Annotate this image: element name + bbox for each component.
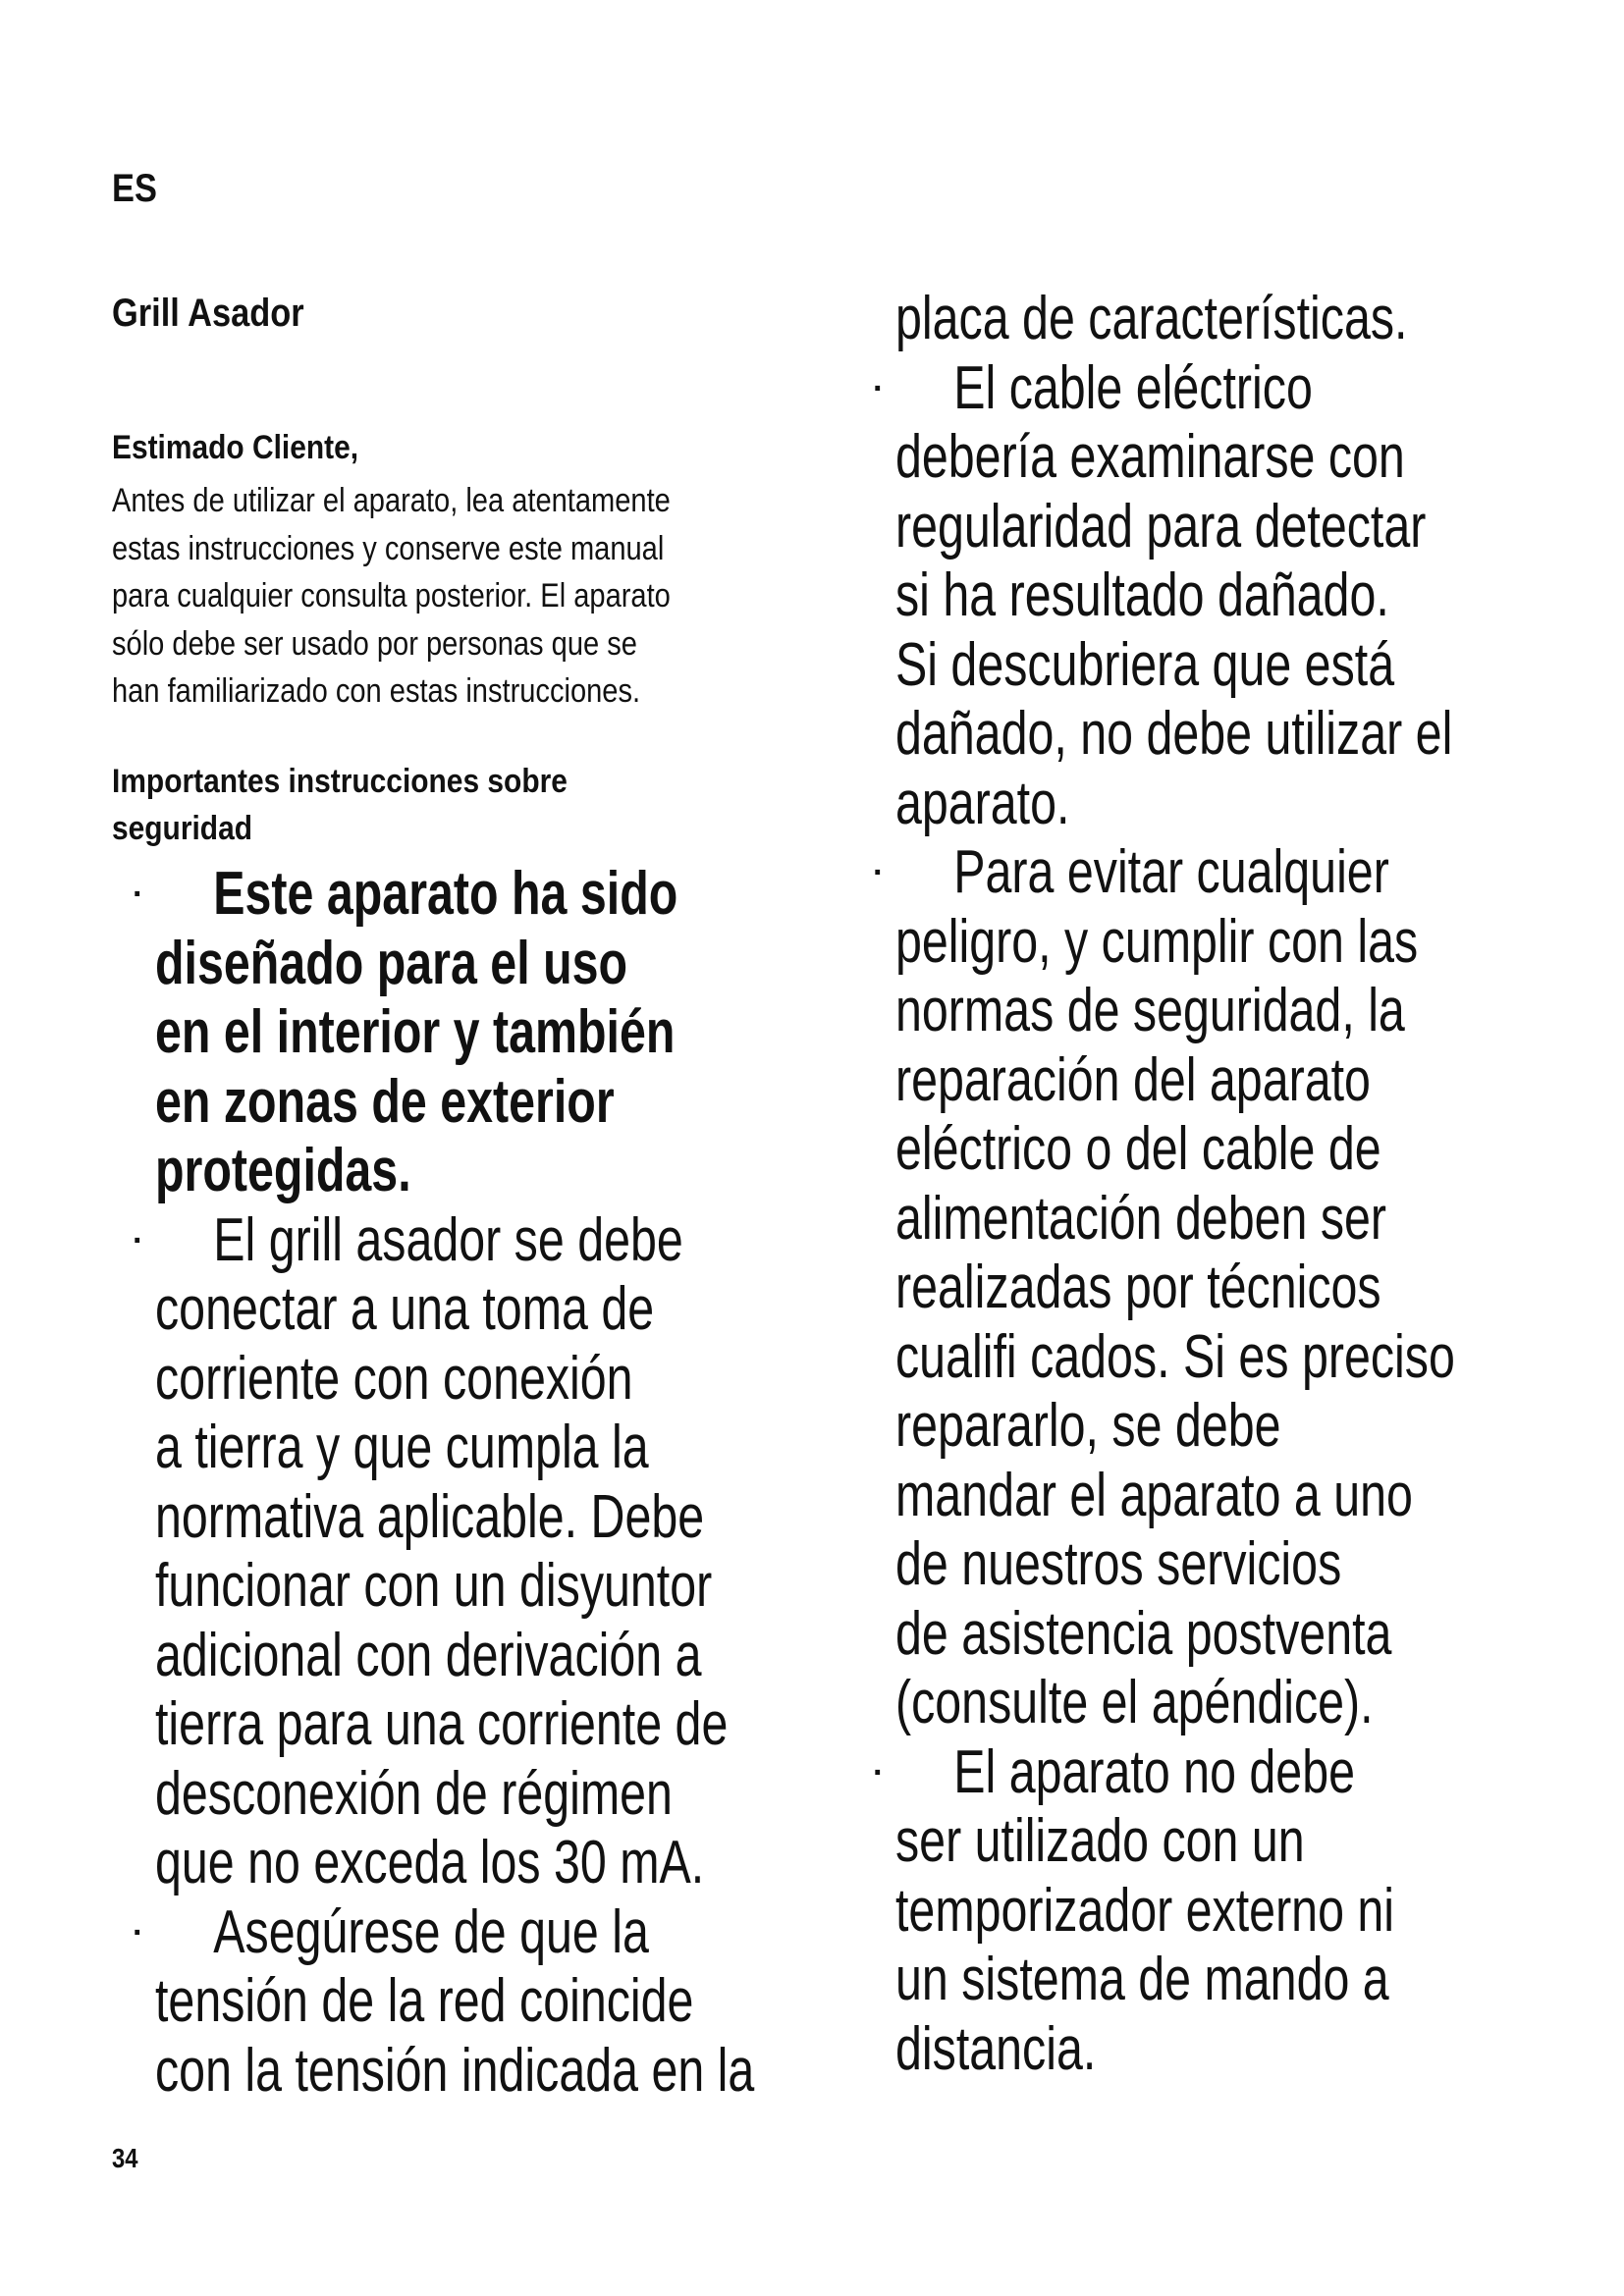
safety-heading-line: seguridad bbox=[112, 810, 252, 847]
item-line: mandar el aparato a uno bbox=[895, 1461, 1413, 1529]
item-line: El cable eléctrico bbox=[953, 353, 1313, 422]
item-line: reparación del aparato bbox=[895, 1045, 1371, 1114]
safety-list-left bbox=[133, 860, 862, 2106]
bullet-icon: · bbox=[873, 369, 885, 407]
item-line: a tierra y que cumpla la bbox=[155, 1414, 649, 1481]
item-line: eléctrico o del cable de bbox=[895, 1115, 1381, 1183]
safety-list-right bbox=[873, 285, 1583, 2084]
item-line: El grill asador se debe bbox=[213, 1205, 683, 1274]
item-line: protegidas. bbox=[155, 1137, 411, 1204]
intro-line: estas instrucciones y conserve este manual bbox=[112, 529, 665, 567]
item-line: alimentación deben ser bbox=[895, 1184, 1387, 1253]
item-line: un sistema de mando a bbox=[895, 1946, 1389, 2013]
item-line: de nuestros servicios bbox=[895, 1530, 1342, 1598]
item-line: Este aparato ha sido bbox=[213, 860, 678, 928]
item-line: debería examinarse con bbox=[895, 423, 1405, 491]
item-line: adicional con derivación a bbox=[155, 1621, 702, 1689]
intro-line: para cualquier consulta posterior. El aparato bbox=[112, 577, 671, 614]
item-line: temporizador externo ni bbox=[895, 1876, 1395, 1945]
safety-item-repairs bbox=[873, 838, 1583, 1738]
item-line: Si descubriera que está bbox=[895, 630, 1395, 699]
item-line: cualifi cados. Si es preciso bbox=[895, 1322, 1455, 1391]
item-line: funcionar con un disyuntor bbox=[155, 1552, 713, 1620]
item-line: Asegúrese de que la bbox=[213, 1897, 649, 1966]
safety-heading bbox=[112, 758, 568, 852]
item-line: El aparato no debe bbox=[953, 1737, 1355, 1806]
safety-item-voltage-continued bbox=[895, 285, 1583, 354]
item-line: que no exceda los 30 mA. bbox=[155, 1829, 705, 1896]
item-line: de asistencia postventa bbox=[895, 1599, 1392, 1668]
document-title: Grill Asador bbox=[112, 292, 304, 335]
item-line: en el interior y también bbox=[155, 998, 676, 1066]
item-line: peligro, y cumplir con las bbox=[895, 907, 1419, 976]
intro-line: sólo debe ser usado por personas que se bbox=[112, 624, 637, 663]
item-line: Para evitar cualquier bbox=[953, 838, 1389, 906]
item-line: diseñado para el uso bbox=[155, 929, 628, 997]
bullet-icon: · bbox=[873, 854, 885, 891]
bullet-icon: · bbox=[133, 1221, 144, 1259]
item-line: realizadas por técnicos bbox=[895, 1254, 1381, 1321]
safety-item-grounding bbox=[133, 1205, 862, 1898]
bullet-icon: · bbox=[873, 1753, 885, 1791]
intro-line: Antes de utilizar el aparato, lea atentamente bbox=[112, 482, 671, 519]
item-line: distancia. bbox=[895, 2014, 1097, 2083]
item-line: tierra para una corriente de bbox=[155, 1690, 729, 1758]
item-line: dañado, no debe utilizar el bbox=[895, 700, 1453, 768]
safety-heading-line: Importantes instrucciones sobre bbox=[112, 763, 568, 800]
item-line: normas de seguridad, la bbox=[895, 977, 1405, 1044]
item-line: conectar a una toma de bbox=[155, 1275, 655, 1343]
safety-item-timer bbox=[873, 1737, 1583, 2085]
safety-item-cable-check bbox=[873, 353, 1583, 839]
item-line: repararlo, se debe bbox=[895, 1392, 1281, 1460]
item-line: ser utilizado con un bbox=[895, 1807, 1305, 1875]
bullet-icon: · bbox=[133, 1913, 144, 1951]
continuation-line: placa de características. bbox=[895, 285, 1408, 352]
item-line: aparato. bbox=[895, 769, 1070, 837]
greeting: Estimado Cliente, bbox=[112, 429, 359, 466]
item-line: regularidad para detectar bbox=[895, 492, 1427, 561]
item-line: si ha resultado dañado. bbox=[895, 561, 1389, 629]
bullet-icon: · bbox=[133, 876, 144, 913]
intro-line: han familiarizado con estas instrucciones. bbox=[112, 672, 641, 710]
safety-item-indoor-use bbox=[133, 860, 862, 1206]
safety-item-voltage bbox=[133, 1897, 862, 2107]
item-line: en zonas de exterior bbox=[155, 1067, 615, 1136]
item-line: corriente con conexión bbox=[155, 1344, 633, 1413]
page-number: 34 bbox=[112, 2143, 138, 2173]
item-line: (consulte el apéndice). bbox=[895, 1669, 1374, 1736]
item-line: normativa aplicable. Debe bbox=[155, 1482, 705, 1551]
item-line: desconexión de régimen bbox=[155, 1759, 673, 1828]
item-line: tensión de la red coincide bbox=[155, 1967, 694, 2035]
item-line: con la tensión indicada en la bbox=[155, 2036, 755, 2105]
intro-paragraph bbox=[112, 477, 775, 716]
language-code: ES bbox=[112, 167, 157, 210]
